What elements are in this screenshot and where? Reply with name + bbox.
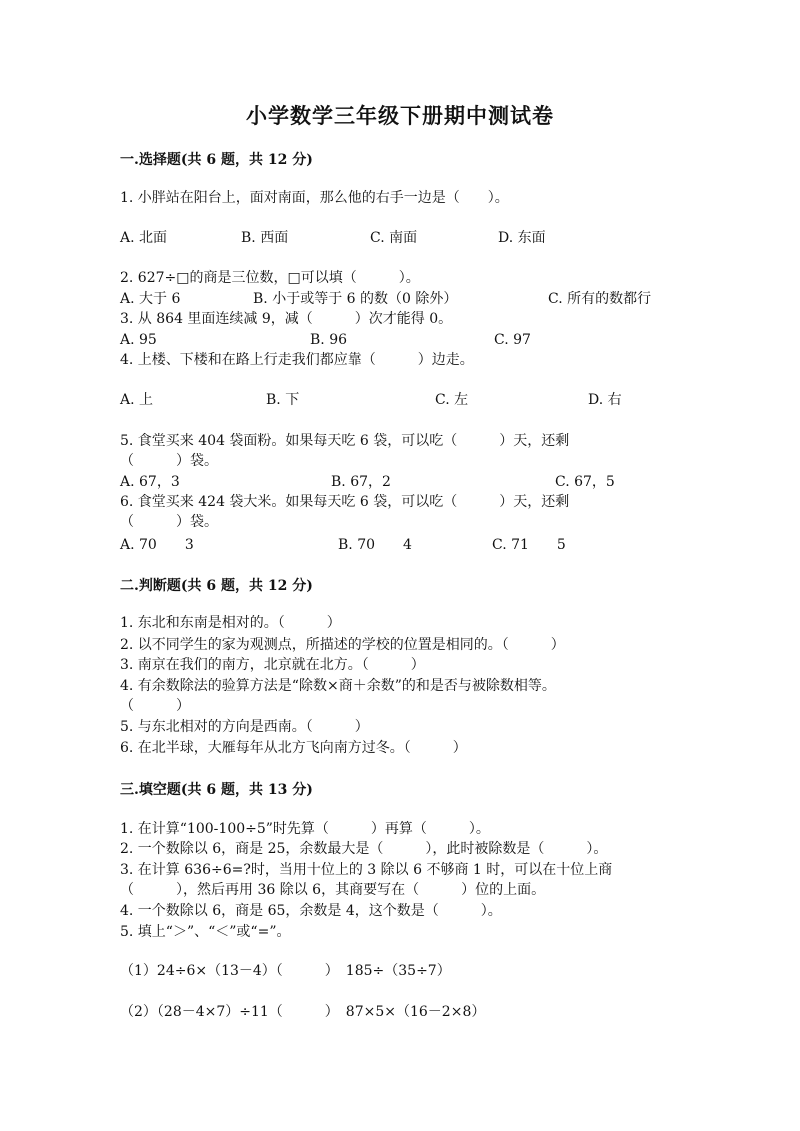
judgement-item: 3. 南京在我们的南方，北京就在北方。（ ） — [120, 657, 425, 673]
fill-item: 2. 一个数除以 6，商是 25，余数最大是（ ），此时被除数是（ ）。 — [120, 841, 608, 857]
question-text: 5. 食堂买来 404 袋面粉。如果每天吃 6 袋，可以吃（ ）天，还剩 — [120, 433, 570, 449]
section-heading-fill-blank: 三.填空题(共 6 题，共 13 分) — [120, 782, 313, 798]
question-text: 2. 627÷□的商是三位数，□可以填（ ）。 — [120, 270, 420, 286]
judgement-item: 5. 与东北相对的方向是西南。（ ） — [120, 719, 369, 735]
question-text: 6. 食堂买来 424 袋大米。如果每天吃 6 袋，可以吃（ ）天，还剩 — [120, 494, 570, 510]
option-c: C. 97 — [494, 332, 531, 348]
option-b: B. 西面 — [241, 230, 289, 246]
judgement-item: 1. 东北和东南是相对的。（ ） — [120, 615, 341, 631]
option-a: A. 上 — [120, 392, 154, 408]
option-c: C. 南面 — [370, 230, 418, 246]
option-a: A. 北面 — [120, 230, 168, 246]
judgement-item: 4. 有余数除法的验算方法是“除数×商＋余数”的和是否与被除数相等。 — [120, 678, 556, 694]
option-b: B. 96 — [310, 332, 348, 348]
section-heading-choice: 一.选择题(共 6 题，共 12 分) — [120, 152, 313, 168]
compare-row: （2）（28－4×7）÷11（ ） 87×5×（16－2×8） — [120, 1004, 486, 1020]
option-a: A. 大于 6 — [120, 291, 181, 307]
fill-item: 3. 在计算 636÷6=?时，当用十位上的 3 除以 6 不够商 1 时，可以在十位上商 — [120, 862, 613, 878]
option-c: C. 所有的数都行 — [548, 291, 652, 307]
fill-item: 1. 在计算“100-100÷5”时先算（ ）再算（ ）。 — [120, 821, 490, 837]
option-c: C. 71 5 — [492, 537, 566, 553]
option-b: B. 小于或等于 6 的数（0 除外） — [253, 291, 458, 307]
judgement-item: （ ） — [120, 698, 190, 714]
option-d: D. 右 — [588, 392, 622, 408]
page-title: 小学数学三年级下册期中测试卷 — [246, 103, 554, 128]
compare-row: （1）24÷6×（13－4）（ ） 185÷（35÷7） — [120, 963, 451, 979]
option-c: C. 左 — [435, 392, 469, 408]
option-b: B. 70 4 — [338, 537, 412, 553]
option-b: B. 下 — [266, 392, 300, 408]
question-text: 3. 从 864 里面连续减 9，减（ ）次才能得 0。 — [120, 311, 453, 327]
option-d: D. 东面 — [498, 230, 546, 246]
fill-item: 4. 一个数除以 6，商是 65，余数是 4，这个数是（ ）。 — [120, 903, 502, 919]
section-heading-judgement: 二.判断题(共 6 题，共 12 分) — [120, 578, 313, 594]
fill-item: 5. 填上“＞”、“＜”或“=”。 — [120, 924, 291, 940]
question-text: （ ）袋。 — [120, 453, 218, 469]
question-text: （ ）袋。 — [120, 514, 218, 530]
judgement-item: 6. 在北半球，大雁每年从北方飞向南方过冬。（ ） — [120, 740, 467, 756]
judgement-item: 2. 以不同学生的家为观测点，所描述的学校的位置是相同的。（ ） — [120, 637, 565, 653]
question-text: 1. 小胖站在阳台上，面对南面，那么他的右手一边是（ ）。 — [120, 190, 509, 206]
option-c: C. 67，5 — [555, 474, 615, 490]
fill-item: （ ），然后再用 36 除以 6，其商要写在（ ）位的上面。 — [120, 882, 546, 898]
question-text: 4. 上楼、下楼和在路上行走我们都应靠（ ）边走。 — [120, 352, 474, 368]
option-a: A. 95 — [120, 332, 157, 348]
option-a: A. 70 3 — [120, 537, 194, 553]
option-a: A. 67，3 — [120, 474, 180, 490]
option-b: B. 67，2 — [331, 474, 391, 490]
